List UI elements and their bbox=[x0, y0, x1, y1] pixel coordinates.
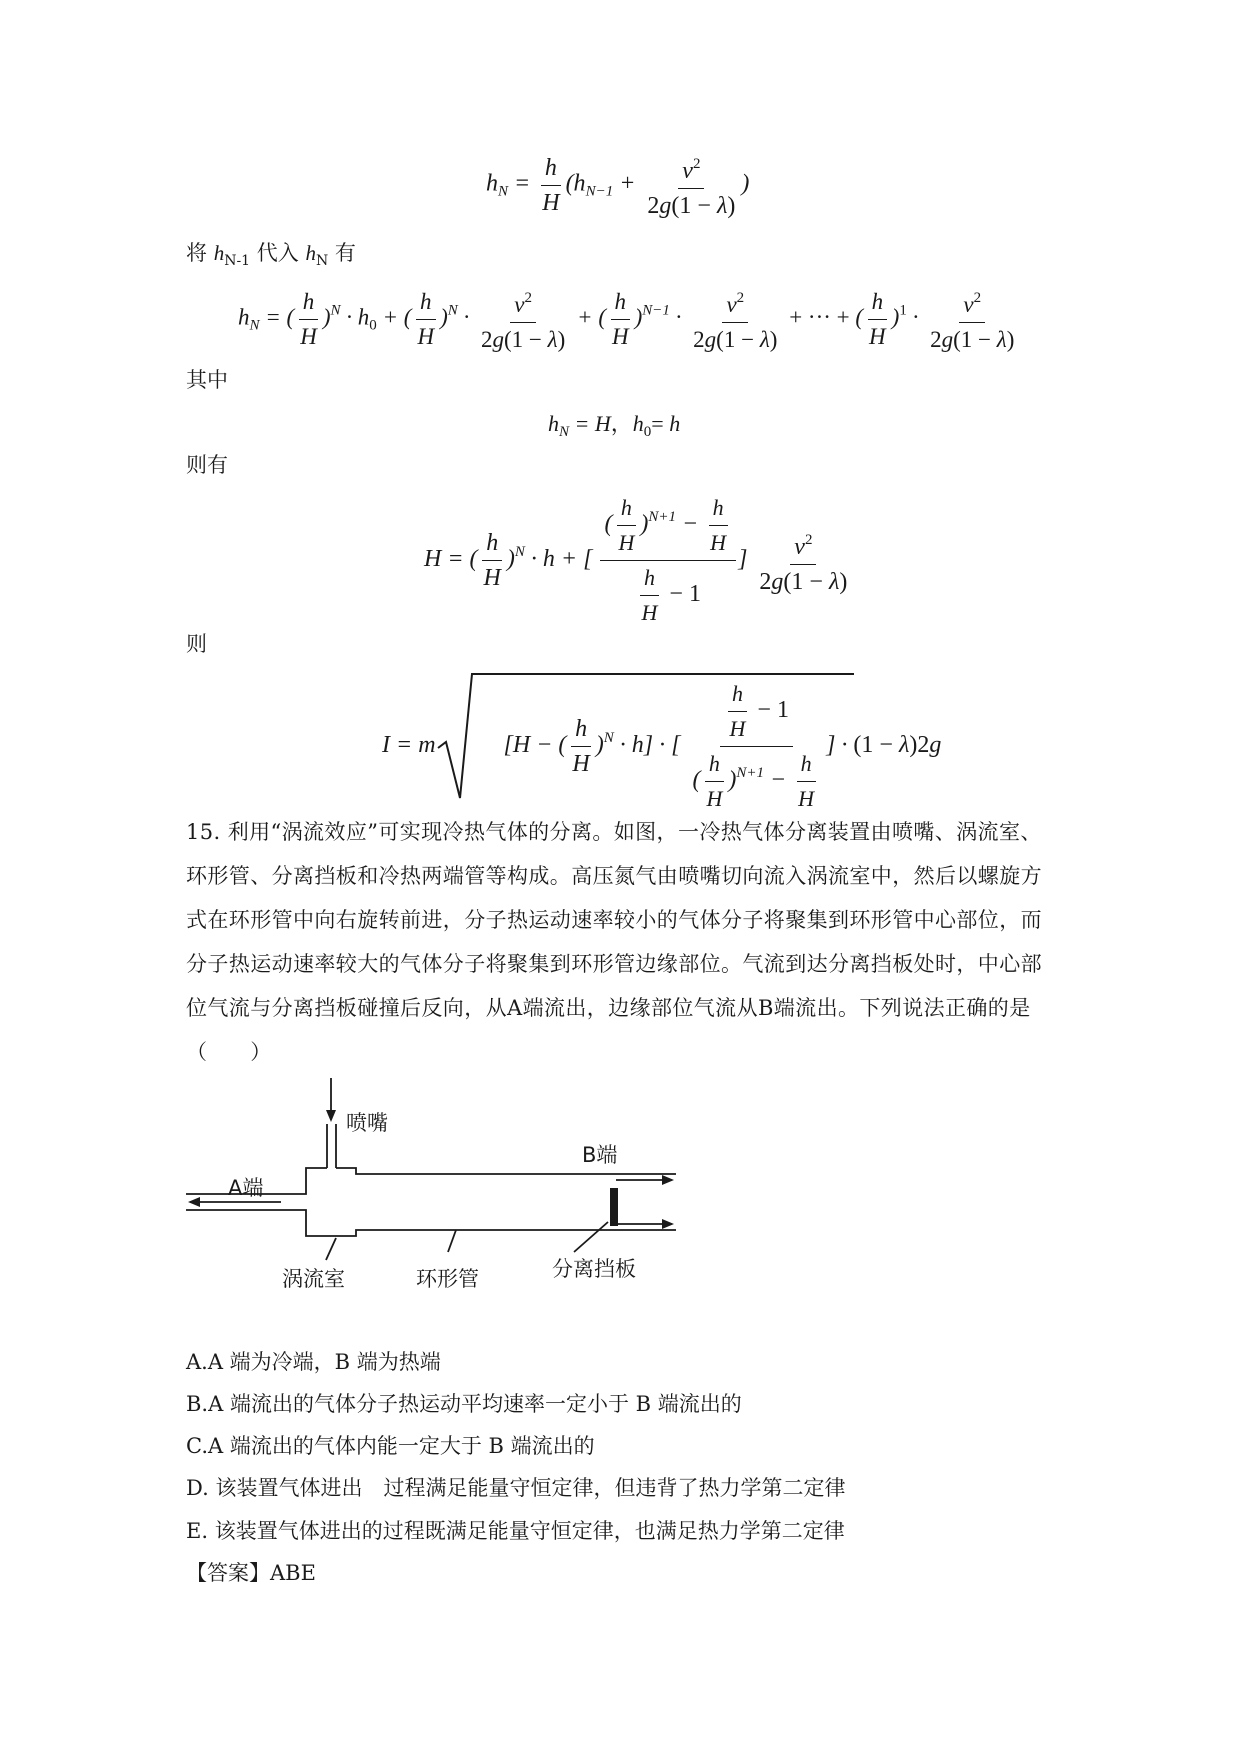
option-a: A.A 端为冷端，B 端为热端 bbox=[186, 1350, 441, 1374]
then-label: 则 bbox=[186, 632, 207, 656]
substitution-line: 将 $h_{N-1}$ 代入 $h_N$ 有 bbox=[186, 241, 356, 269]
chamber-bottom bbox=[186, 1210, 676, 1236]
answer-label: 【答案】 bbox=[186, 1561, 270, 1585]
equation-5: I = m [H − ( $\frac{h}{H}$ )$^N$ · h] · [ $\frac{h}{H}$ − 1 ( $\frac{h}{H}$ )$^{N+1}$ − $\frac{h}{H}$ ] · (1 − λ)2g bbox=[382, 681, 942, 811]
option-b: B.A 端流出的气体分子热运动平均速率一定小于 B 端流出的 bbox=[186, 1392, 742, 1416]
ring-tube-top bbox=[336, 1168, 676, 1174]
ring-tube-label: 环形管 bbox=[416, 1267, 479, 1290]
equation-1: $h_N$ = $\frac{h}{H}$ ($h_{N-1}$ + $\frac{v^2}{2g(1 - \lambda)}$ ) bbox=[486, 150, 749, 220]
question-body: 利用“涡流效应”可实现冷热气体的分离。如图，一冷热气体分离装置由喷嘴、涡流室、环形管、分离挡板和冷热两端管等构成。高压氮气由喷嘴切向流入涡流室中，然后以螺旋方式在环形管中向右旋转前进，分子热运动速率较小的气体分子将聚集到环形管中心部位，而分子热运动速率较大的气体分子将聚集到环形管边缘部位。气流到达分离挡板处时，中心部位气流与分离挡板碰撞后反向，从A端流出，边缘部位气流从B端流出。下列说法正确的是（ ） bbox=[186, 820, 1042, 1064]
answer-line bbox=[186, 1559, 316, 1587]
option-e: E. 该装置气体进出的过程既满足能量守恒定律，也满足热力学第二定律 bbox=[186, 1519, 845, 1543]
separator-leader bbox=[574, 1222, 608, 1252]
equation-2: $h_N$ = ( $\frac{h}{H}$ )$^N \cdot h_0$ + ( $\frac{h}{H}$ )$^N$ · $\frac{v^2}{2g(1 - \lambda)}$ + ( $\frac{h}{H}$ )$^{N-1}$ · $\frac{v^2}{2g(1 - \lambda)}$ + ··· + ( $\frac{h}{H}$ )$^1$ · $\frac{v^2}{2g(1 - \lambda)}$ bbox=[238, 284, 1020, 354]
equation-3: $h_N = H$，$h_0= h$ bbox=[548, 411, 681, 440]
question-15 bbox=[186, 810, 1046, 1074]
vortex-tube-diagram bbox=[186, 1070, 706, 1290]
answer-value: ABE bbox=[270, 1561, 316, 1585]
then-have-label: 则有 bbox=[186, 453, 228, 477]
option-c: C.A 端流出的气体内能一定大于 B 端流出的 bbox=[186, 1434, 595, 1458]
vortex-chamber-label: 涡流室 bbox=[282, 1267, 345, 1290]
separator-plate bbox=[610, 1188, 618, 1226]
equation-4: H = ( $\frac{h}{H}$ )$^N$ · h + [ ( $\frac{h}{H}$ )$^{N+1}$ − $\frac{h}{H}$ $\frac{h}{H}$ − 1 ] $\frac{v^2}{2g(1 - \lambda)}$ bbox=[424, 495, 848, 625]
b-end-label: B端 bbox=[582, 1143, 618, 1167]
nozzle-label: 喷嘴 bbox=[346, 1111, 388, 1135]
separator-label: 分离挡板 bbox=[552, 1257, 636, 1281]
where-label: 其中 bbox=[186, 368, 228, 392]
a-end-label: A端 bbox=[228, 1176, 264, 1200]
option-d: D. 该装置气体进出 过程满足能量守恒定律，但违背了热力学第二定律 bbox=[186, 1476, 846, 1500]
question-number: 15. bbox=[186, 820, 221, 844]
ring-tube-leader bbox=[448, 1230, 456, 1252]
vortex-chamber-leader bbox=[326, 1238, 336, 1260]
